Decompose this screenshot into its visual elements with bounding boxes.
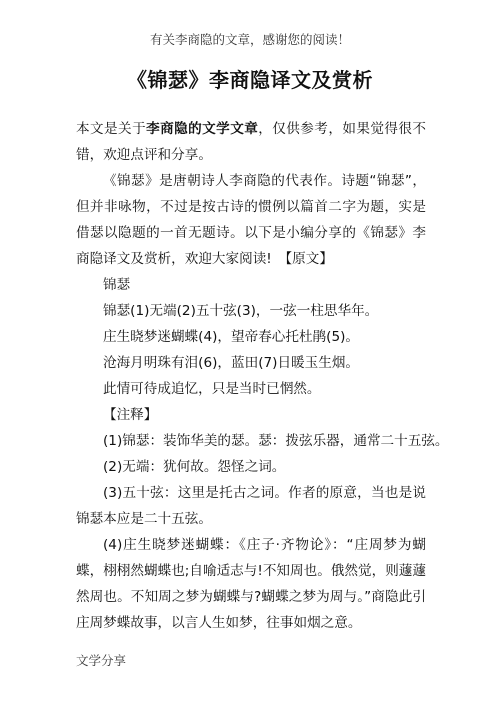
note-item: (3)五十弦：这里是托古之词。作者的原意，当也是说锦瑟本应是二十五弦。 <box>76 485 426 527</box>
note-item: (2)无端：犹何故。怨怪之词。 <box>103 459 286 475</box>
intro-paragraph <box>76 116 426 168</box>
poem-line: 此情可待成追忆，只是当时已惘然。 <box>103 381 321 397</box>
note-item: (4)庄生晓梦迷蝴蝶：《庄子·齐物论》：“庄周梦为蝴蝶，栩栩然蝴蝶也;自喻适志与!不知周也。俄然觉，则蘧蘧然周也。不知周之梦为蝴蝶与?蝴蝶之梦为周与。”商隐此引庄周梦蝶故事，以言人生如梦，往事如烟之意。 <box>76 537 426 631</box>
poem-line: 庄生晓梦迷蝴蝶(4)，望帝春心托杜鹃(5)。 <box>103 329 360 345</box>
page-title: 《锦瑟》李商隐译文及赏析 <box>127 68 373 92</box>
intro-paragraph-2: 《锦瑟》是唐朝诗人李商隐的代表作。诗题“锦瑟”，但并非咏物，不过是按古诗的惯例以篇首二字为题，实是借瑟以隐题的一首无题诗。以下是小编分享的《锦瑟》李商隐译文及赏析，欢迎大家阅读! 【原文】 <box>76 173 426 267</box>
notes-heading: 【注释】 <box>103 407 158 423</box>
intro-suffix: ，仅供参考，如果觉得很不错，欢迎点评和分享。 <box>76 121 427 163</box>
poem-title: 锦瑟 <box>103 277 131 293</box>
note-item: (1)锦瑟：装饰华美的瑟。瑟：拨弦乐器，通常二十五弦。 <box>103 433 449 449</box>
intro-prefix: 本文是关于 <box>76 121 147 137</box>
header-note: 有关李商隐的文章，感谢您的阅读！ <box>149 32 350 47</box>
poem-line: 沧海月明珠有泪(6)，蓝田(7)日暖玉生烟。 <box>103 355 360 371</box>
poem-line: 锦瑟(1)无端(2)五十弦(3)，一弦一柱思华年。 <box>103 303 379 319</box>
footer-label: 文学分享 <box>76 653 127 668</box>
article-body <box>76 116 449 636</box>
intro-bold: 李商隐的文学文章 <box>146 121 259 137</box>
